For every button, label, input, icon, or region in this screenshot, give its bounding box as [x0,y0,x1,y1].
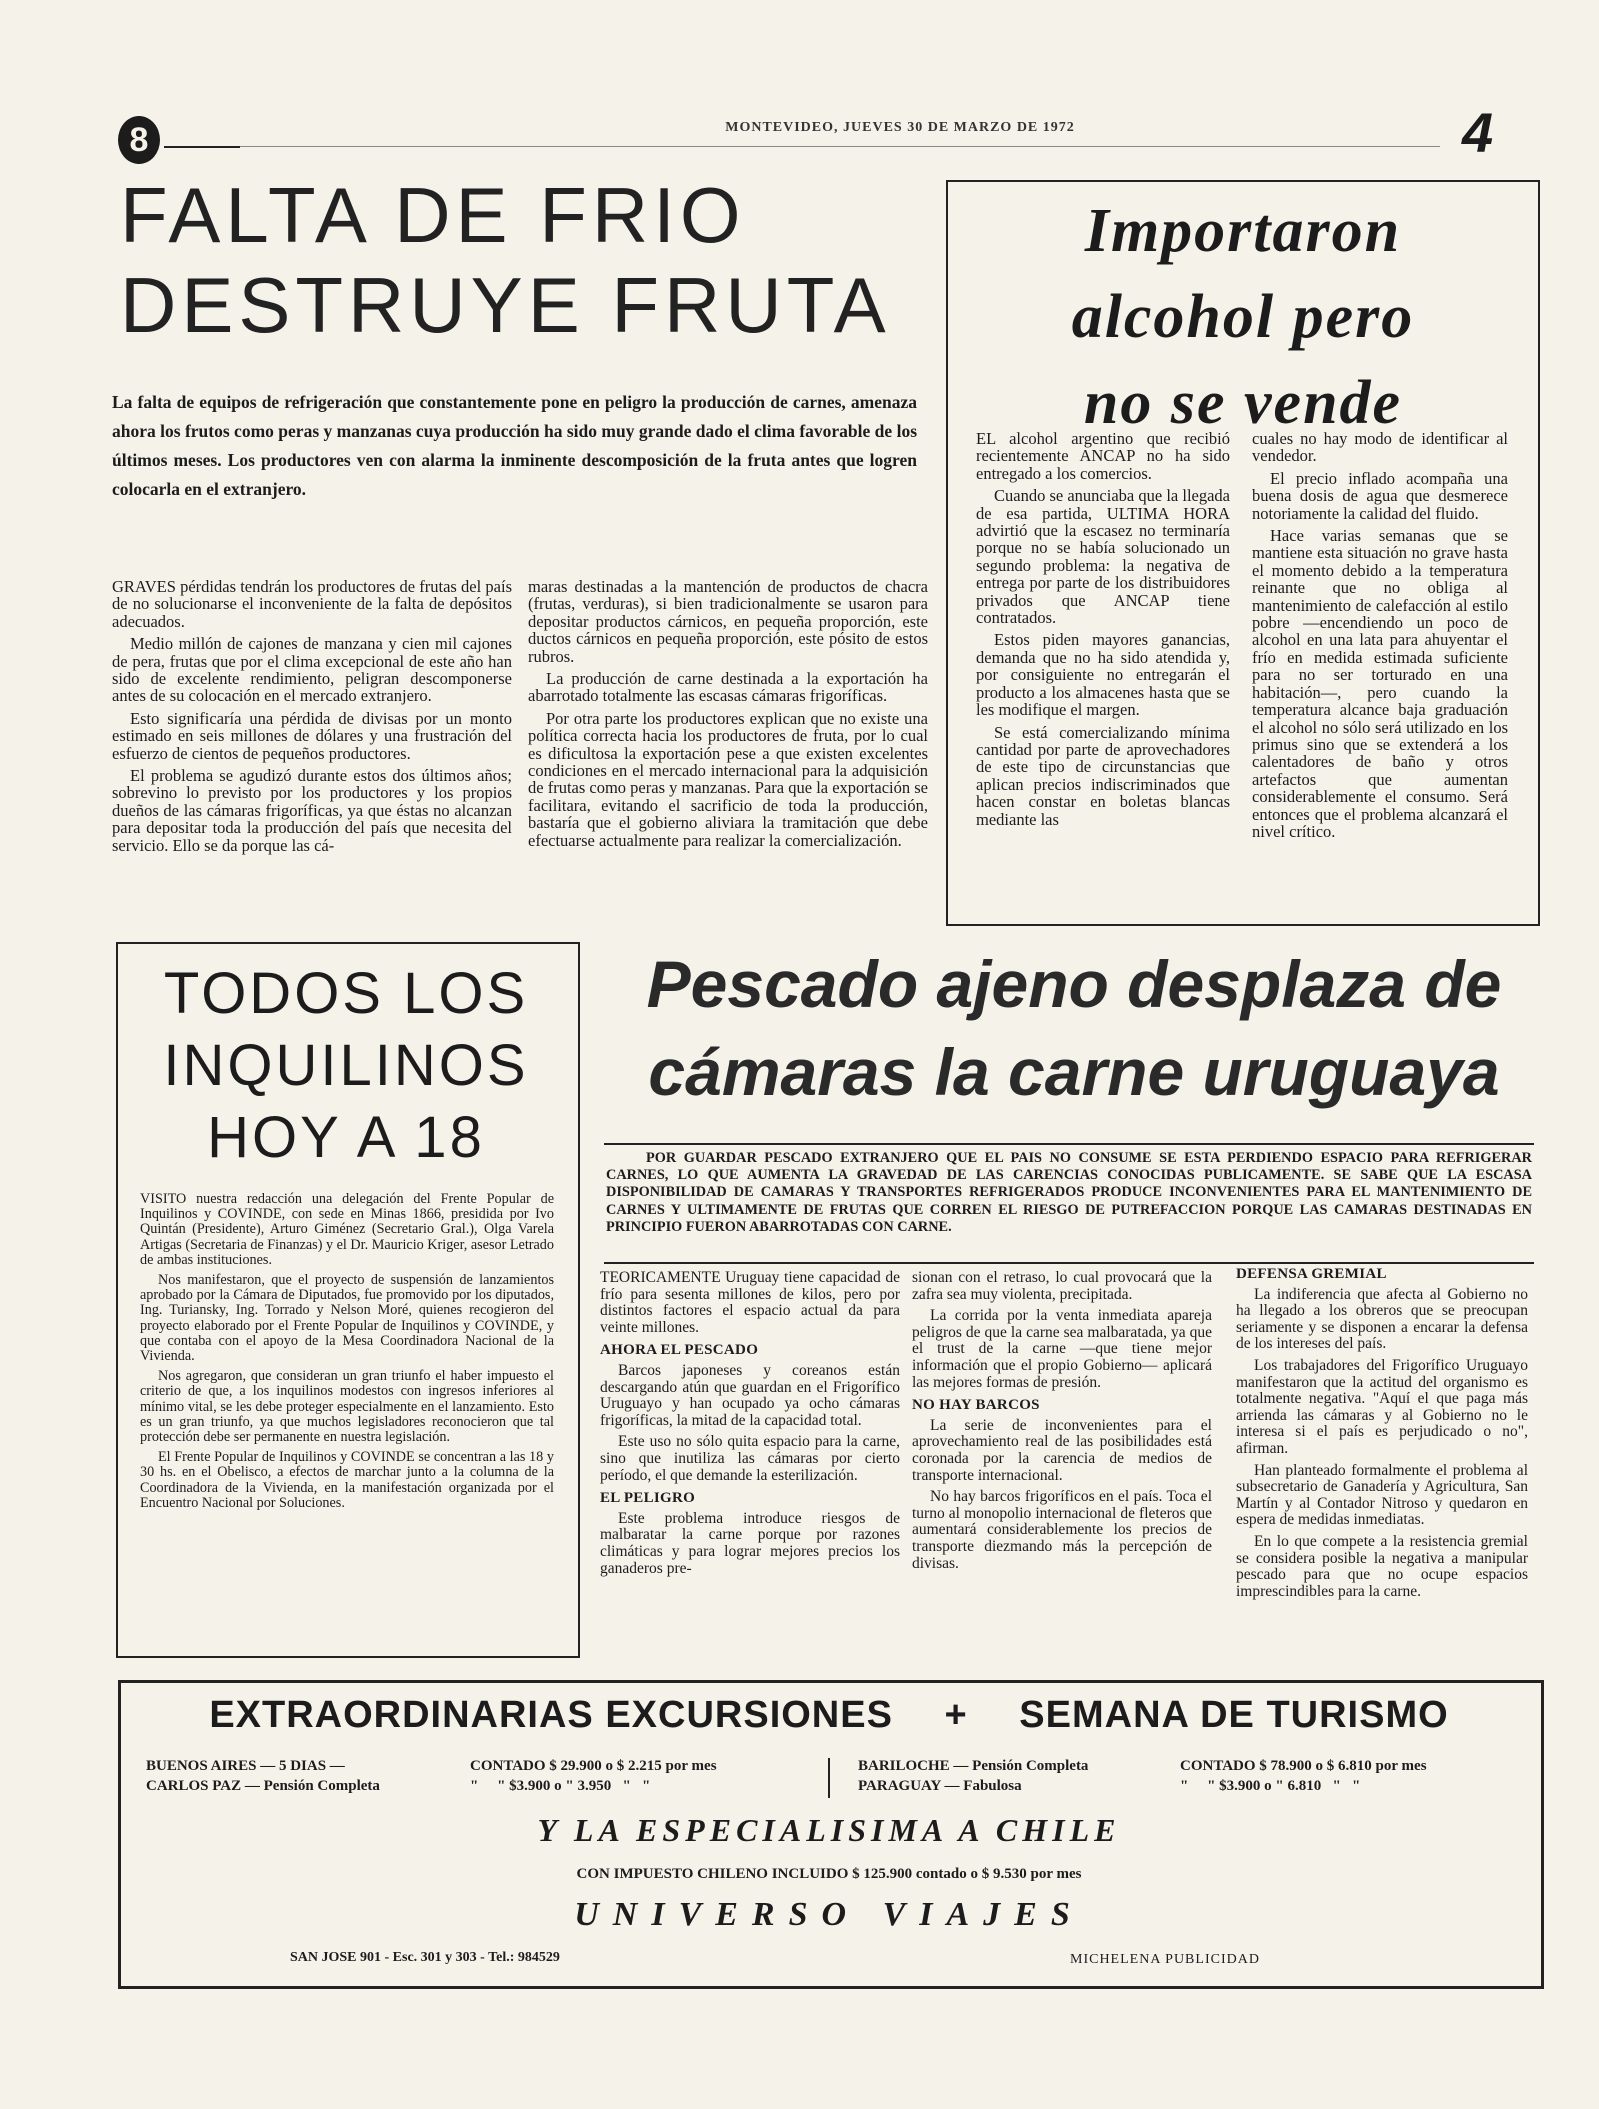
article1-headline [120,170,920,350]
article1-col2-p3: Por otra parte los productores explican que no existe una política correcta hacia los productores de fruta, por lo cual es dificultosa la exportación pese a que existen excelentes condiciones en el mercado internacional para la adquisición de frutas como peras y manzanas. Para que la exportación se facilitara, evitando el sacrificio de toda la producción, bastaría que el gobierno aliviara la tramitación que debe efectuarse actualmente para realizar la comercialización. [528,708,928,850]
article4-col1-p4: Este problema introduce riesgos de malbaratar la carne porque por razones climáticas y para lograr mejores precios los ganaderos pre- [600,1509,900,1577]
article1-col2-p1: maras destinadas a la mantención de productos de chacra (frutas, verduras), si bien tradicionalmente se usaron para depositar productos cárnicos, en pequeña proporción, este ductos cárnicos en pequeña proporción, este pósito de estos rubros. [528,577,928,666]
article2-headline-line2: alcohol pero [1071,283,1415,351]
article1-col1-p1: GRAVES pérdidas tendrán los productores de frutas del país de no solucionarse el inconveniente de la falta de depósitos adecuados. [112,577,512,631]
article4-col2 [912,1270,1212,1577]
ad-row2-dest: CARLOS PAZ — Pensión Completa [146,1778,380,1794]
article2-col1 [976,430,1230,833]
ad-heading-left: EXTRAORDINARIAS EXCURSIONES [209,1694,893,1736]
article2-col2-p3: Hace varias semanas que se mantiene esta situación no grave hasta el momento debido a la temperatura reinante que no obliga al mantenimiento de calefacción al estilo pobre —encendiendo un poco de alcohol en una lata para ahuyentar el frío en medida estimada suficiente para no ser torturado en una habitación—, pero cuando la temperatura alcance baja graduación el alcohol no sólo será utilizado en los primus sino que se extenderá a los calentadores de baño y otros artefactos que aumentan considerablemente el consumo. Será entonces que el problema alcanzará el nivel crítico. [1252,526,1508,841]
article1-col2 [528,578,928,854]
article4-sub-barcos: NO HAY BARCOS [912,1397,1040,1414]
article3-body [140,1192,554,1516]
ad-address: SAN JOSE 901 - Esc. 301 y 303 - Tel.: 984529 [290,1950,560,1965]
article3-headline-line2: INQUILINOS [163,1033,529,1098]
page-number-badge [118,116,160,164]
page-number: 8 [129,121,149,159]
article3-p4: El Frente Popular de Inquilinos y COVINDE se concentran a las 18 y 30 hs. en el Obelisco, a efectos de marchar junto a la columna de la Coordinadora de la Vivienda, en la manifestación organizada por el Encuentro Nacional por Soluciones. [140,1449,554,1511]
ad-heading [124,1694,1534,1737]
article4-sub-defensa: DEFENSA GREMIAL [1236,1266,1387,1282]
ad-row1-price: CONTADO $ 29.900 o $ 2.215 por mes [470,1758,717,1774]
article1-col1 [112,578,512,859]
article4-col3-p1: La indiferencia que afecta al Gobierno no ha llegado a los obreros que se preocupan seriamente y se disponen a encarar la defensa de los intereses del país. [1236,1285,1528,1353]
article4-col2-p2: La corrida por la venta inmediata apareja peligros de que la carne sea malbaratada, ya que el trust de la carne —que tiene mejor información que el propio Gobierno— aplicará las mejores formas de presión. [912,1307,1212,1391]
article1-col1-p4: El problema se agudizó durante estos dos últimos años; sobrevino lo previsto por los productores y los propios dueños de las cámaras frigoríficas, ya que éstas no alcanzan para depositar toda la producción del país que necesita del servicio. Ello se da porque las cá- [112,766,512,855]
ad-chile: Y LA ESPECIALISIMA A CHILE [537,1812,1121,1848]
ad-heading-right: SEMANA DE TURISMO [1019,1694,1449,1736]
article4-col3-p2: Los trabajadores del Frigorífico Uruguayo manifestaron que la actitud del organismo es totalmente negativa. "Aquí el que paga más arrienda las cámaras y al Gobierno no le interesa si el país es perjudicado o no", afirman. [1236,1356,1528,1457]
article4-col2-p3: La serie de inconvenientes para el aprovechamiento real de las posibilidades está coronada por la carencia de medios de transporte internacional. [912,1416,1212,1484]
article2-headline-line1: Importaron [1084,197,1402,265]
article1-lead: La falta de equipos de refrigeración que constantemente pone en peligro la producción de carnes, amenaza ahora los frutos como peras y manzanas cuya producción ha sido muy grande dado el clima favorable de los últimos meses. Los productores ven con alarma la inminente descomposición de la fruta antes que logren colocarla en el extranjero. [112,392,917,499]
article4-lead-rule-bottom [604,1262,1534,1264]
article4-col3 [1236,1266,1528,1605]
article3-headline-line1: TODOS LOS [163,961,529,1026]
ad-row4-dest: PARAGUAY — Fabulosa [858,1778,1022,1794]
article2-col1-p4: Se está comercializando mínima cantidad por parte de aprovechadores de este tipo de circunstancias que aplican precios indiscriminados que hacen constar en boletas blancas mediante las [976,722,1230,829]
article4-col1-p2: Barcos japoneses y coreanos están descargando atún que guardan en el Frigorífico Uruguayo y han ocupado ya ocho cámaras frigoríficas, la mitad de la capacidad total. [600,1361,900,1429]
ad-row2-price: " " $3.900 o " 3.950 " " [470,1778,651,1794]
article3-p3: Nos agregaron, que consideran un gran triunfo el haber impuesto el criterio de que, a los inquilinos modestos con ingresos inferiores al mínimo vital, se les debe proteger especialmente en el lanzamiento. Esto es un gran triunfo, ya que muchos legisladores reconocieron que tal protección debe ser permanente en nuestra legislación. [140,1368,554,1446]
article2-col2-p2: El precio inflado acompaña una buena dosis de agua que desmerece notoriamente la calidad del fluido. [1252,468,1508,523]
article1-col2-p2: La producción de carne destinada a la exportación ha abarrotado totalmente las escasas cámaras frigoríficas. [528,669,928,706]
article3-p2: Nos manifestaron, que el proyecto de suspensión de lanzamientos aprobado por la Cámara de Diputados, fue promovido por los diputados, Ing. Turiansky, Ing. Torrado y Nelson Moré, quienes recogieron del proyecto elaborado por el Frente Popular de Inquilinos y COVINDE, y que contaba con el apoyo de la Mesa Coordinadora Nacional de la Vivienda. [140,1272,554,1365]
article4-headline [604,940,1544,1116]
article1-col1-p3: Esto significaría una pérdida de divisas por un monto estimado en seis millones de dólares y una frustración del esfuerzo de cientos de pequeños productores. [112,708,512,763]
article1-headline-line1: FALTA DE FRIO [120,171,746,259]
article2-col1-p3: Estos piden mayores ganancias, demanda que no ha sido atendida y, por consiguiente no entregarán el producto a los almacenes hasta que se les modifique el margen. [976,630,1230,720]
ad-heading-sep: + [944,1694,968,1736]
ad-row1-dest: BUENOS AIRES — 5 DIAS — [146,1758,345,1774]
article3-headline-line3: HOY A 18 [207,1105,485,1170]
article4-sub-ahora: AHORA EL PESCADO [600,1342,759,1359]
article4-sub-peligro: EL PELIGRO [600,1490,696,1507]
dateline: MONTEVIDEO, JUEVES 30 DE MARZO DE 1972 [725,120,1075,135]
ad-brand: UNIVERSO VIAJES [574,1896,1084,1933]
article2-col2 [1252,430,1508,845]
article4-lead-rule-top [604,1143,1534,1145]
ad-divider [828,1758,830,1798]
article3-p1: VISITO nuestra redacción una delegación del Frente Popular de Inquilinos y COVINDE, con sede en Minas 1866, presidida por Ivo Quintán (Presidente), Arturo Giménez (Secretario Gral.), Olga Varela Artigas (Secretaria de Finanzas) y el Dr. Mauricio Kriger, asesor Letrado de ambas instituciones. [140,1191,554,1268]
masthead-rule-right [240,146,1440,147]
article4-col1-intro: TEORICAMENTE Uruguay tiene capacidad de frío para sesenta millones de kilos, pero por distintos factores el espacio actual da para veinte millones. [600,1269,900,1336]
article1-headline-line2: DESTRUYE FRUTA [120,261,891,349]
article4-headline-line1: Pescado ajeno desplaza de [646,947,1502,1021]
article2-headline [960,188,1526,446]
masthead-rule-left [164,146,240,148]
page-mark: 4 [1462,101,1494,164]
ad-row3-price: CONTADO $ 78.900 o $ 6.810 por mes [1180,1758,1427,1774]
ad-row4-price: " " $3.900 o " 6.810 " " [1180,1778,1361,1794]
article2-col1-p1: EL alcohol argentino que recibió recientemente ANCAP no ha sido entregado a los comercios. [976,429,1230,483]
article2-col2-p1: cuales no hay modo de identificar al vendedor. [1252,429,1508,466]
article4-lead: POR GUARDAR PESCADO EXTRANJERO QUE EL PAIS NO CONSUME SE ESTA PERDIENDO ESPACIO PARA REFRIGERAR CARNES, LO QUE AUMENTA LA GRAVEDAD DE LAS CARENCIAS CONOCIDAS PUBLICAMENTE. SE SABE QUE LA ESCASA DISPONIBILIDAD DE CAMARAS Y TRANSPORTES REFRIGERADOS PRODUCE INCONVENIENTES PARA EL MANTENIMIENTO DE CARNES Y ULTIMAMENTE DE FRUTAS QUE CORREN EL RIESGO DE PUTREFACCION PORQUE LAS CAMARAS DESTINADAS EN PRINCIPIO FUERON ABARROTADAS CON CARNE. [606,1150,1532,1235]
article4-col2-p4: No hay barcos frigoríficos en el país. Toca el turno al monopolio internacional de fleteros que aumentará considerablemente los precios de transporte diezmando más la percepción de divisas. [912,1488,1212,1572]
ad-chile-sub: CON IMPUESTO CHILENO INCLUIDO $ 125.900 contado o $ 9.530 por mes [576,1866,1082,1882]
ad-agency: MICHELENA PUBLICIDAD [1070,1952,1260,1967]
article4-col3-p3: Han planteado formalmente el problema al subsecretario de Ganadería y Agricultura, San Martín y al Contador Nitroso y quedaron en espera de medidas inmediatas. [1236,1461,1528,1529]
article4-col1 [600,1270,900,1582]
article4-headline-line2: cámaras la carne uruguaya [648,1035,1500,1109]
article1-col1-p2: Medio millón de cajones de manzana y cien mil cajones de pera, frutas que por el clima excepcional de este año han sido de excelente rendimiento, peligran descomponerse antes de su colocación en el mercado extranjero. [112,634,512,706]
article4-col2-p1: sionan con el retraso, lo cual provocará que la zafra sea muy violenta, precipitada. [912,1269,1212,1303]
article4-col1-p3: Este uso no sólo quita espacio para la carne, sino que inutiliza las cámaras por cierto período, el que demande la esterilización. [600,1433,900,1484]
ad-row3-dest: BARILOCHE — Pensión Completa [858,1758,1089,1774]
article2-headline-line3: no se vende [1083,369,1403,437]
article4-col3-p4: En lo que compete a la resistencia gremial se considera posible la negativa a manipular pescado para que no ocupe espacios imprescindibles para la carne. [1236,1532,1528,1600]
article3-headline [120,958,572,1174]
article2-col1-p2: Cuando se anunciaba que la llegada de esa partida, ULTIMA HORA advirtió que la escasez no terminaría porque no se había solucionado un segundo problema: la negativa de entrega por parte de los distribuidores privados que ANCAP tiene contratados. [976,486,1230,628]
